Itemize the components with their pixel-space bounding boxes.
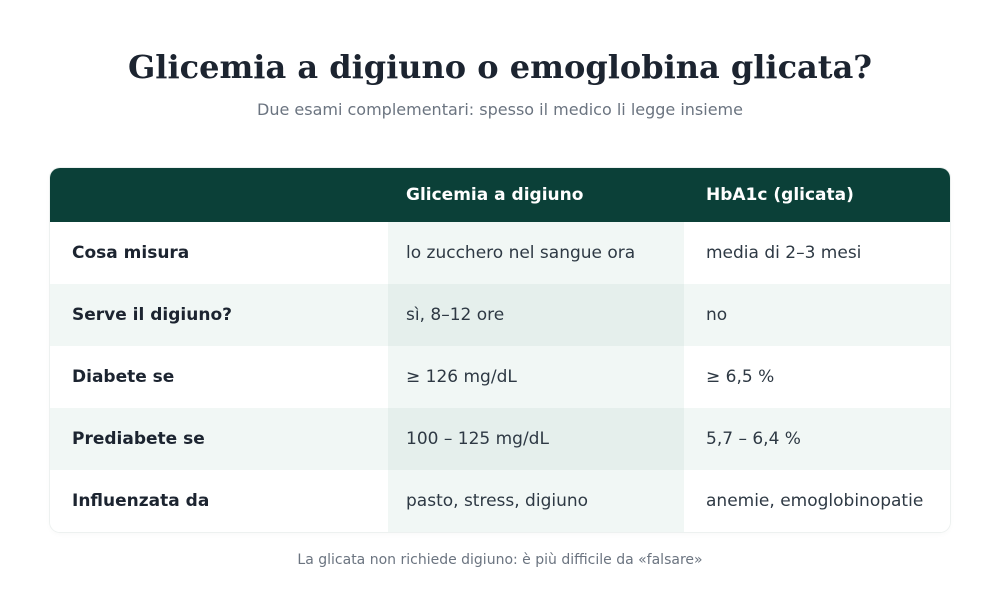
table-cell: 100 – 125 mg/dL bbox=[388, 408, 684, 470]
table-cell: sì, 8–12 ore bbox=[388, 284, 684, 346]
table-cell: pasto, stress, digiuno bbox=[388, 470, 684, 532]
table-cell: anemie, emoglobinopatie bbox=[706, 491, 924, 511]
table-cell: media di 2–3 mesi bbox=[706, 243, 862, 263]
table-row bbox=[50, 470, 950, 532]
comparison-table bbox=[50, 168, 950, 532]
header-cell-empty bbox=[50, 168, 388, 222]
table-row bbox=[50, 284, 950, 346]
header-cell-hba1c: HbA1c (glicata) bbox=[706, 185, 854, 205]
row-label-prediabete-se: Prediabete se bbox=[72, 429, 205, 449]
table-cell: ≥ 126 mg/dL bbox=[388, 346, 684, 408]
chart-subtitle: Due esami complementari: spesso il medico li legge insieme bbox=[257, 100, 743, 119]
footnote: La glicata non richiede digiuno: è più difficile da «falsare» bbox=[297, 552, 703, 568]
table-cell: ≥ 6,5 % bbox=[706, 367, 775, 387]
table-header-row bbox=[50, 168, 950, 222]
table-cell: 5,7 – 6,4 % bbox=[706, 429, 801, 449]
row-label-cosa-misura: Cosa misura bbox=[72, 243, 190, 263]
header-cell-glicemia: Glicemia a digiuno bbox=[406, 185, 584, 205]
row-label-diabete-se: Diabete se bbox=[72, 367, 175, 387]
table-row bbox=[50, 346, 950, 408]
table-cell: lo zucchero nel sangue ora bbox=[388, 222, 684, 284]
row-label-serve-digiuno: Serve il digiuno? bbox=[72, 305, 232, 325]
table-row bbox=[50, 222, 950, 284]
row-label-influenzata-da: Influenzata da bbox=[72, 491, 210, 511]
chart-title: Glicemia a digiuno o emoglobina glicata? bbox=[127, 48, 873, 86]
table-cell: no bbox=[706, 305, 728, 325]
table-row bbox=[50, 408, 950, 470]
